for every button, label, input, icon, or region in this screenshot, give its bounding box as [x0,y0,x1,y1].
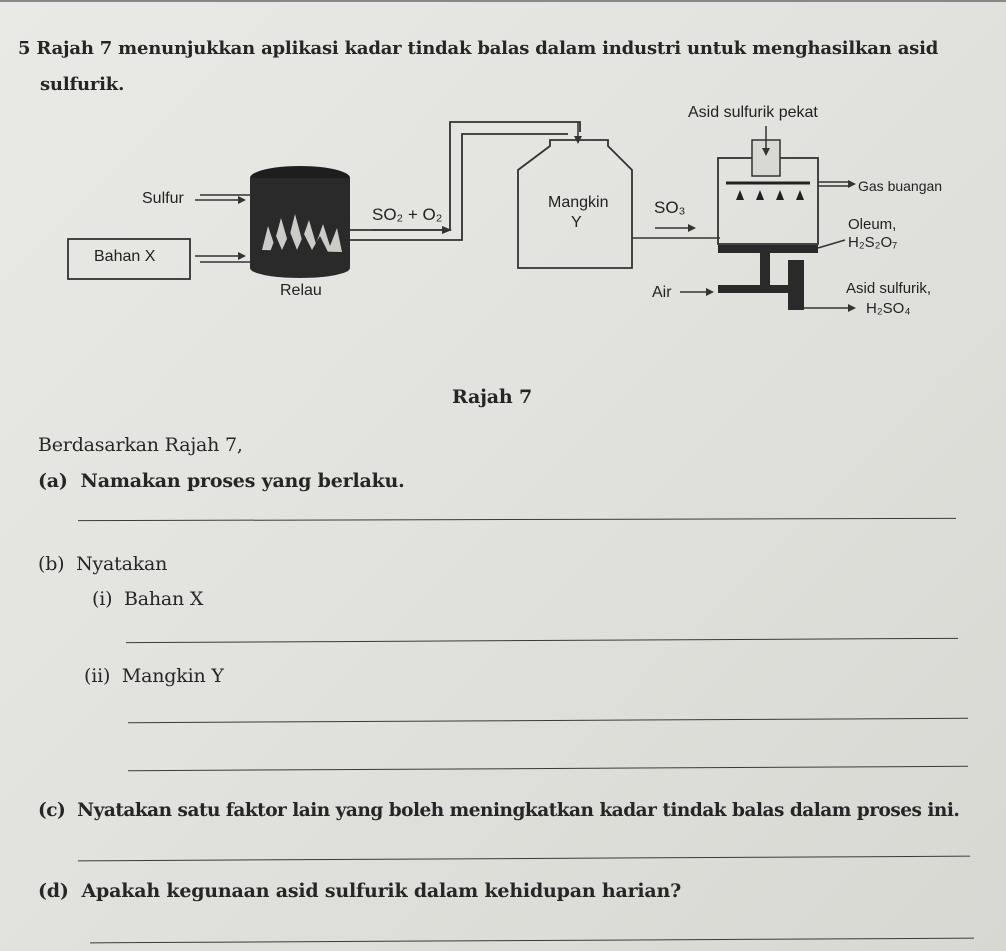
label-relau: Relau [280,282,322,299]
label-so2-o2: SO₂ + O₂ [372,205,443,224]
answer-line-b-ii-2[interactable] [128,766,968,771]
relau-furnace [250,166,350,278]
part-c-text: Nyatakan satu faktor lain yang boleh meningkatkan kadar tindak balas dalam proses ini. [77,800,960,821]
label-bahan-x: Bahan X [94,248,156,265]
part-b-label: (b) [38,553,65,575]
part-a [38,470,405,492]
part-a-text: Namakan proses yang berlaku. [80,470,405,492]
part-b-i-label: (i) [92,588,113,610]
part-b-ii-text: Mangkin Y [121,665,224,687]
label-y: Y [571,214,582,231]
label-asid-pekat: Asid sulfurik pekat [688,104,818,121]
answer-line-c[interactable] [78,856,970,862]
part-d-label: (d) [38,880,69,902]
answer-line-a[interactable] [78,518,956,521]
part-d [38,880,681,902]
label-air: Air [652,284,672,301]
part-b [38,553,167,575]
part-b-i-text: Bahan X [124,588,204,610]
intro-line-2: sulfurik. [40,74,125,95]
part-b-i [92,588,203,610]
label-mangkin: Mangkin [548,194,609,211]
part-c [38,800,959,821]
absorber-tower [718,126,818,310]
question-stem: Berdasarkan Rajah 7, [38,434,243,456]
part-b-ii [84,665,224,687]
answer-line-b-i[interactable] [126,638,958,643]
part-b-ii-label: (ii) [84,665,111,687]
part-a-label: (a) [38,470,68,492]
answer-line-d[interactable] [90,938,974,944]
label-asid-sulfurik: Asid sulfurik, [846,280,932,297]
label-so3: SO₃ [654,198,686,217]
part-b-text: Nyatakan [76,553,168,575]
label-asid-formula: H₂SO₄ [866,300,911,317]
label-gas-buangan: Gas buangan [858,178,943,194]
label-sulfur: Sulfur [142,190,184,207]
question-number: 5 [18,38,31,59]
label-oleum: Oleum, [848,216,897,233]
part-c-label: (c) [38,800,66,821]
answer-line-b-ii-1[interactable] [128,718,968,723]
intro-line-1: Rajah 7 menunjukkan aplikasi kadar tindak balas dalam industri untuk menghasilkan asid [36,38,939,59]
diagram-caption: Rajah 7 [452,386,532,408]
label-oleum-formula: H₂S₂O₇ [848,234,898,251]
part-d-text: Apakah kegunaan asid sulfurik dalam kehidupan harian? [81,880,682,902]
